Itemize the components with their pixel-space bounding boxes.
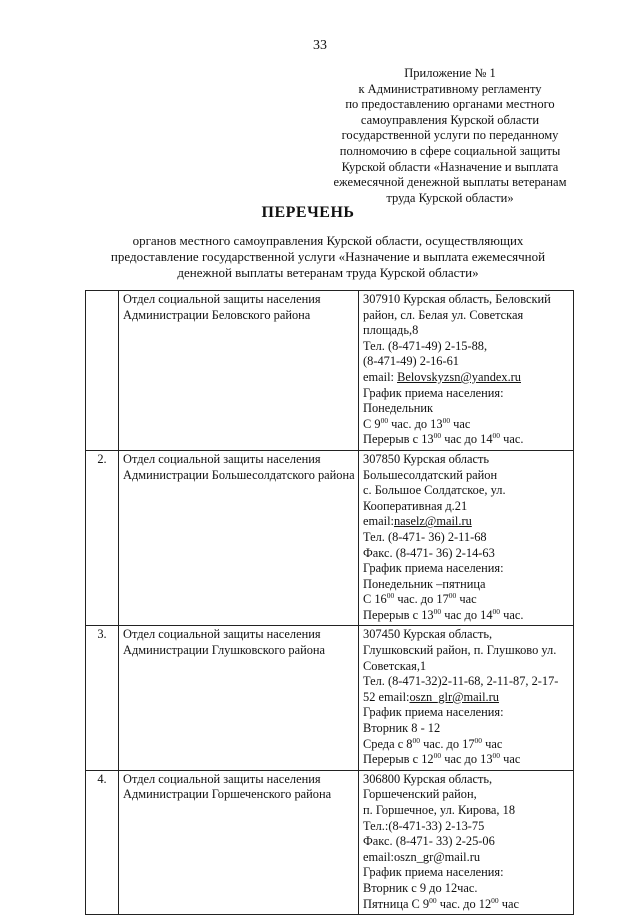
office-name: Отдел социальной защиты населения Администрации Глушковского района xyxy=(119,626,359,770)
address-line: Горшеченский район, xyxy=(363,787,477,802)
address-line: с. Большое Солдатское, ул. xyxy=(363,483,506,498)
schedule-title: График приема населения: xyxy=(363,865,504,880)
address-line: Тел. (8-471-49) 2-15-88, xyxy=(363,338,488,353)
appendix-line: Курской области «Назначение и выплата xyxy=(341,159,559,174)
office-name: Отдел социальной защиты населения Администрации Большесолдатского района xyxy=(119,450,359,626)
page-number: 33 xyxy=(313,38,327,53)
appendix-line: государственной услуги по переданному xyxy=(341,128,559,143)
address-line: район, сл. Белая ул. Советская xyxy=(363,307,524,322)
appendix-heading xyxy=(312,66,588,206)
schedule-title: График приема населения: xyxy=(363,385,504,400)
email-prefix: 52 email: xyxy=(363,689,410,704)
subtitle-line: денежной выплаты ветеранам труда Курской области» xyxy=(177,265,479,280)
row-number xyxy=(86,291,119,451)
schedule-break: Перерыв с $12^{00}$ час до $13^{00}$ час xyxy=(363,751,521,767)
fax-line: Факс. (8-471- 36) 2-14-63 xyxy=(363,545,495,560)
address-line: Большесолдатский район xyxy=(363,467,498,482)
email-line xyxy=(363,370,570,386)
office-name: Отдел социальной защиты населения Администрации Горшеченского района xyxy=(119,770,359,914)
email-link[interactable]: oszn_glr@mail.ru xyxy=(409,689,499,704)
table-row xyxy=(86,291,574,451)
email-prefix: email: xyxy=(363,369,398,384)
office-contacts xyxy=(359,770,574,914)
address-line: 307850 Курская область xyxy=(363,451,490,466)
row-number: 4. xyxy=(86,770,119,914)
schedule-title: График приема населения: xyxy=(363,705,504,720)
address-line: Факс. (8-471- 33) 2-25-06 xyxy=(363,834,495,849)
row-number: 3. xyxy=(86,626,119,770)
appendix-line: Приложение № 1 xyxy=(404,66,496,80)
appendix-line: труда Курской области» xyxy=(386,190,514,205)
schedule-hours: Среда с $8^{00}$ час. до $17^{00}$ час xyxy=(363,735,503,751)
schedule-break: Перерыв с $13^{00}$ час до $14^{00}$ час. xyxy=(363,606,524,622)
schedule-days: Вторник с 9 до 12час. xyxy=(363,880,478,895)
document-subtitle xyxy=(88,233,568,281)
table-row xyxy=(86,450,574,626)
document-title: ПЕРЕЧЕНЬ xyxy=(261,204,355,221)
email-line xyxy=(363,514,570,530)
table-row xyxy=(86,626,574,770)
email-link[interactable]: naselz@mail.ru xyxy=(393,514,472,529)
office-name: Отдел социальной защиты населения Администрации Беловского района xyxy=(119,291,359,451)
phone-line: Тел. (8-471- 36) 2-11-68 xyxy=(363,529,487,544)
address-line: 307450 Курская область, xyxy=(363,627,493,642)
schedule-days: Понедельник xyxy=(363,401,434,416)
subtitle-line: органов местного самоуправления Курской области, осуществляющих xyxy=(132,233,524,248)
schedule-hours: Пятница С $9^{00}$ час. до $12^{00}$ час xyxy=(363,895,519,911)
address-line: Советская,1 xyxy=(363,658,427,673)
appendix-line: самоуправления Курской области xyxy=(360,112,540,127)
office-contacts xyxy=(359,291,574,451)
row-number: 2. xyxy=(86,450,119,626)
address-line: п. Горшечное, ул. Кирова, 18 xyxy=(363,803,516,817)
appendix-line: к Административному регламенту xyxy=(358,81,542,96)
offices-table xyxy=(85,290,574,915)
appendix-line: полномочию в сфере социальной защиты xyxy=(339,143,561,158)
address-line: (8-471-49) 2-16-61 xyxy=(363,354,460,369)
address-line: Кооперативная д.21 xyxy=(363,498,468,513)
schedule-hours: С $16^{00}$ час. до $17^{00}$ час xyxy=(363,591,477,607)
table-row xyxy=(86,770,574,914)
schedule-hours: С $9^{00}$ час. до $13^{00}$ час xyxy=(363,415,471,431)
address-line: Тел.:(8-471-33) 2-13-75 xyxy=(363,818,485,833)
address-line: 307910 Курская область, Беловский xyxy=(363,292,551,306)
address-line: 306800 Курская область, xyxy=(363,771,493,786)
address-line: email:oszn_gr@mail.ru xyxy=(363,849,481,864)
email-prefix: email: xyxy=(363,514,394,529)
schedule-days: Понедельник –пятница xyxy=(363,576,486,591)
appendix-line: по предоставлению органами местного xyxy=(345,97,555,112)
subtitle-line: предоставление государственной услуги «Назначение и выплата ежемесячной xyxy=(110,249,546,264)
email-link[interactable]: Belovskyzsn@yandex.ru xyxy=(397,369,521,384)
address-line: площадь,8 xyxy=(363,323,419,338)
appendix-line: ежемесячной денежной выплаты ветеранам xyxy=(333,175,567,190)
office-contacts xyxy=(359,450,574,626)
office-contacts xyxy=(359,626,574,770)
address-line: Глушковский район, п. Глушково ул. xyxy=(363,643,557,658)
schedule-break: Перерыв с $13^{00}$ час до $14^{00}$ час. xyxy=(363,431,524,447)
schedule-title: График приема населения: xyxy=(363,561,504,576)
address-line: Тел. (8-471-32)2-11-68, 2-11-87, 2-17- xyxy=(363,674,559,689)
email-line xyxy=(363,690,570,706)
schedule-days: Вторник 8 - 12 xyxy=(363,721,441,736)
